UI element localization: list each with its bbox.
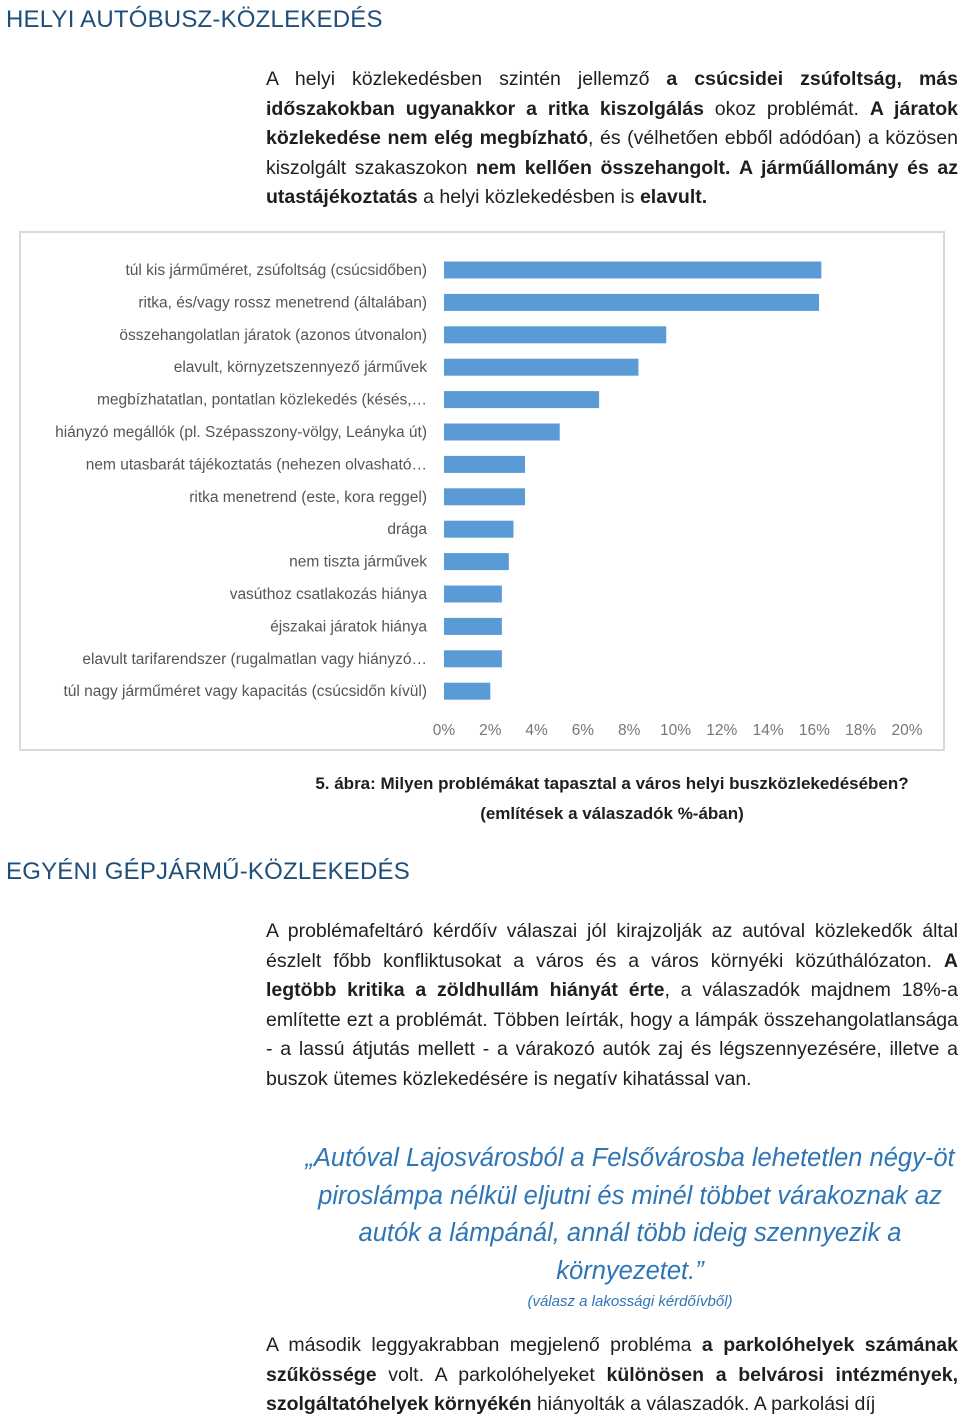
x-tick-label: 14%	[752, 722, 784, 739]
car-intro-paragraph	[266, 917, 958, 1095]
bold-text-run: különösen a belvárosi intézmények, szolgáltatóhelyek környékén	[266, 1363, 958, 1416]
bar	[444, 521, 513, 538]
x-tick-label: 2%	[479, 722, 502, 739]
x-tick-label: 20%	[891, 722, 923, 739]
category-label: ritka, és/vagy rossz menetrend (általában)	[138, 294, 427, 312]
section-title-car: EGYÉNI GÉPJÁRMŰ-KÖZLEKEDÉS	[6, 858, 410, 885]
chart-canvas	[21, 233, 943, 749]
x-tick-label: 16%	[798, 722, 830, 739]
bold-text-run: A legtöbb kritika a zöldhullám hiányát érte	[266, 949, 958, 1002]
text-run: , és (vélhetően ebből adódóan) a közösen kiszolgált szakaszokon	[266, 127, 958, 179]
bar	[444, 294, 819, 311]
bar	[444, 683, 490, 700]
bold-text-run: elavult.	[639, 186, 708, 209]
quote-source: (válasz a lakossági kérdőívből)	[527, 1293, 733, 1310]
category-label: hiányzó megállók (pl. Szépasszony-völgy, Leányka út)	[55, 424, 427, 441]
bar	[444, 586, 502, 603]
category-label: vasúthoz csatlakozás hiánya	[229, 586, 427, 603]
bar	[444, 488, 525, 505]
bold-text-run: A járműállomány és az utastájékoztatás	[266, 156, 959, 209]
text-run: A problémafeltáró kérdőív válaszai jól kirajzolják az autóval közlekedők által észlelt főbb konfliktusokat a város és a város környéki közúthálózaton.	[266, 920, 958, 972]
category-label: megbízhatatlan, pontatlan közlekedés (késés,…	[97, 391, 427, 409]
category-label: összehangolatlan járatok (azonos útvonalon)	[119, 326, 427, 344]
text-run: okoz problémát.	[703, 97, 870, 120]
category-label: éjszakai járatok hiánya	[270, 618, 427, 636]
bar	[444, 456, 525, 473]
figure-caption-note: (említések a válaszadók %-ában)	[480, 804, 744, 823]
figure-caption: 5. ábra: Milyen problémákat tapasztal a város helyi buszközlekedésében?	[315, 774, 909, 793]
bold-text-run: A járatok közlekedése nem elég megbízható	[266, 97, 959, 150]
text-run: A második leggyakrabban megjelenő probléma	[266, 1334, 702, 1356]
category-label: túl kis járműméret, zsúfoltság (csúcsidőben)	[125, 262, 427, 279]
bold-text-run: nem kellően összehangolt.	[476, 156, 731, 179]
bar	[444, 424, 560, 441]
bar	[444, 359, 638, 376]
bar	[444, 262, 821, 279]
category-label: elavult, környzetszennyező járművek	[173, 359, 427, 377]
bar	[444, 391, 599, 408]
text-run: hiányolták a válaszadók. A parkolási díj	[531, 1393, 876, 1416]
text-run: a helyi közlekedésben is	[417, 186, 640, 209]
x-tick-label: 10%	[659, 722, 692, 739]
bar	[444, 650, 502, 667]
category-label: elavult tarifarendszer (rugalmatlan vagy hiányzó…	[82, 650, 427, 668]
section-title-bus: HELYI AUTÓBUSZ-KÖZLEKEDÉS	[6, 6, 383, 33]
category-label: drága	[387, 521, 427, 539]
category-label: ritka menetrend (este, kora reggel)	[189, 488, 427, 506]
x-tick-label: 4%	[525, 722, 548, 739]
x-tick-label: 6%	[571, 722, 595, 739]
resident-quote: „Autóval Lajosvárosból a Felsővárosba lehetetlen négy-öt piroslámpa nélkül eljutni és minél többet várakoznak az autók a lámpánál, annál több ideig szennyezik a környezetet.”	[305, 1144, 955, 1285]
text-run: A helyi közlekedésben szintén jellemző	[266, 68, 667, 90]
parking-paragraph	[266, 1331, 958, 1420]
x-tick-label: 8%	[617, 722, 641, 739]
x-tick-label: 18%	[845, 722, 877, 739]
bar	[444, 326, 666, 343]
text-run: volt. A parkolóhelyeket	[376, 1363, 607, 1386]
category-label: túl nagy járműméret vagy kapacitás (csúcsidőn kívül)	[63, 683, 427, 701]
text-run	[730, 157, 739, 179]
problems-bar-chart	[19, 231, 945, 751]
bar	[444, 553, 509, 570]
x-tick-label: 0%	[432, 722, 456, 739]
bold-text-run: a csúcsidei zsúfoltság, más időszakokban ugyanakkor a ritka kiszolgálás	[266, 68, 959, 120]
bus-intro-paragraph	[266, 65, 958, 213]
category-label: nem tiszta járművek	[289, 553, 427, 571]
category-label: nem utasbarát tájékoztatás (nehezen olvasható…	[85, 456, 427, 474]
x-tick-label: 12%	[706, 722, 738, 739]
text-run: , a válaszadók majdnem 18%-a említette ezt a problémát. Többen leírták, hogy a lámpák összehangolatlansága - a lassú átjutás mellett - a várakozó autók zaj és légszennyezésére, illetve a buszok ütemes közlekedésére is negatív kihatással van.	[266, 979, 958, 1090]
bold-text-run: a parkolóhelyek számának szűkössége	[266, 1334, 958, 1386]
bar	[444, 618, 502, 635]
